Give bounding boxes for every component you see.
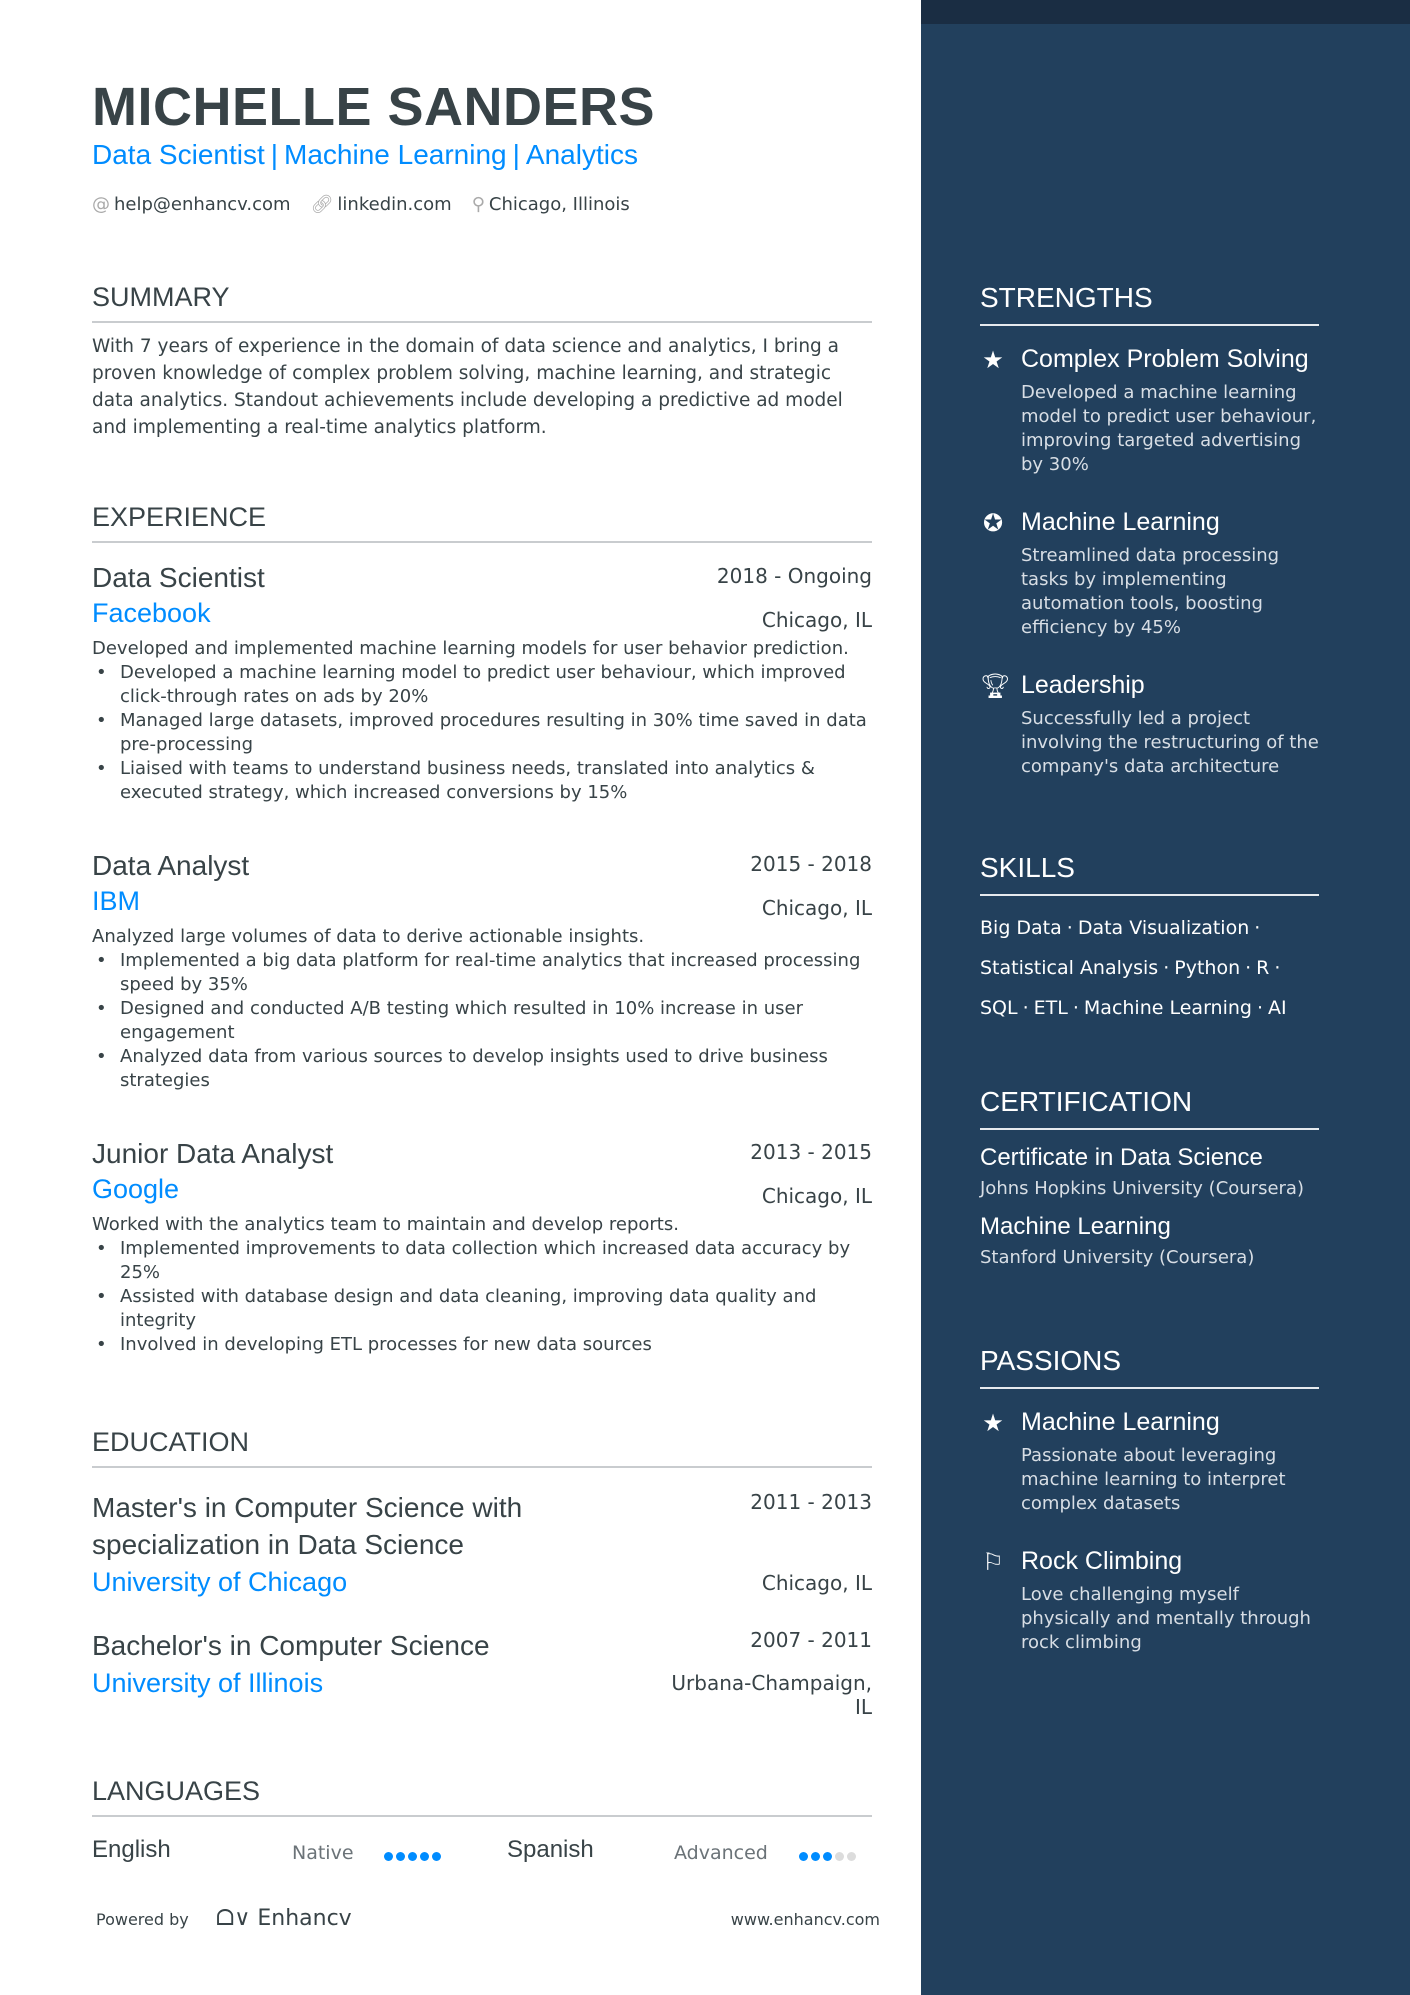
headline-title: Data Scientist bbox=[92, 139, 265, 170]
cert-org: Johns Hopkins University (Coursera) bbox=[980, 1178, 1304, 1199]
bullet-item: • Managed large datasets, improved procedures resulting in 30% time saved in data pre-processing bbox=[92, 709, 872, 757]
job-dates: 2015 - 2018 bbox=[750, 852, 872, 876]
skill-tag: Python bbox=[1174, 957, 1241, 979]
education-item bbox=[92, 1489, 872, 1609]
rating-dot bbox=[396, 1852, 405, 1861]
job-title: Data Scientist bbox=[92, 562, 265, 593]
section-heading: SUMMARY bbox=[92, 282, 872, 323]
certification-section bbox=[980, 1086, 1319, 1268]
cert-title: Certificate in Data Science bbox=[980, 1144, 1263, 1171]
rating-dots bbox=[384, 1846, 444, 1865]
bullet-list bbox=[92, 949, 872, 1093]
language-name: English bbox=[92, 1836, 171, 1863]
language-name: Spanish bbox=[507, 1836, 594, 1863]
job-entry bbox=[92, 850, 872, 1093]
job-title: Junior Data Analyst bbox=[92, 1138, 334, 1169]
bullet-item: • Designed and conducted A/B testing which resulted in 10% increase in user engagement bbox=[92, 997, 872, 1045]
strengths-section bbox=[980, 282, 1319, 779]
trophy-icon: 🏆︎ bbox=[980, 672, 1011, 700]
headline: Data Scientist | Machine Learning | Analytics bbox=[92, 139, 638, 170]
certification-item bbox=[980, 1144, 1319, 1199]
bullet-item: • Liaised with teams to understand business needs, translated into analytics & executed strategy, which increased conversions by 15% bbox=[92, 757, 872, 805]
section-heading: CERTIFICATION bbox=[980, 1086, 1319, 1130]
rating-dot bbox=[847, 1852, 856, 1861]
experience-section bbox=[92, 502, 872, 543]
company-name: IBM bbox=[92, 886, 141, 916]
item-title: Machine Learning bbox=[1021, 1408, 1220, 1436]
bullet-item: • Involved in developing ETL processes for new data sources bbox=[92, 1333, 872, 1357]
education-item bbox=[92, 1627, 872, 1727]
skill-tag: Statistical Analysis bbox=[980, 957, 1159, 979]
language-level: Advanced bbox=[674, 1842, 768, 1864]
award-icon: ✪ bbox=[982, 509, 1004, 537]
bullet-item: • Implemented a big data platform for real-time analytics that increased processing speed by 35% bbox=[92, 949, 872, 997]
rating-dot bbox=[408, 1852, 417, 1861]
bullet-list bbox=[92, 1237, 872, 1357]
job-description: Worked with the analytics team to maintain and develop reports. bbox=[92, 1214, 679, 1235]
skill-tag: ETL bbox=[1033, 997, 1068, 1019]
strengths-item bbox=[980, 507, 1319, 640]
job-description: Developed and implemented machine learning models for user behavior prediction. bbox=[92, 638, 849, 659]
job-dates: 2018 - Ongoing bbox=[716, 564, 872, 588]
rating-dot bbox=[811, 1852, 820, 1861]
job-dates: 2013 - 2015 bbox=[750, 1140, 872, 1164]
location-pin-icon: ⚲ bbox=[471, 194, 485, 215]
item-description: Love challenging myself physically and mentally through rock climbing bbox=[1021, 1584, 1311, 1653]
skill-tag: AI bbox=[1268, 997, 1287, 1019]
dates: 2011 - 2013 bbox=[750, 1490, 872, 1514]
school: University of Illinois bbox=[92, 1668, 324, 1698]
headline-title: Machine Learning bbox=[284, 139, 507, 170]
section-heading: LANGUAGES bbox=[92, 1776, 872, 1817]
degree: Bachelor's in Computer Science bbox=[92, 1630, 490, 1661]
rating-dot bbox=[420, 1852, 429, 1861]
skill-tag: Big Data bbox=[980, 917, 1062, 939]
item-title: Leadership bbox=[1021, 671, 1145, 699]
skills-list: Big Data · Data Visualization · Statistical Analysis · Python · R · SQL · ETL · Machine Learning · AI bbox=[980, 917, 1287, 1019]
job-title: Data Analyst bbox=[92, 850, 250, 881]
enhancv-logo[interactable]: ᗝ∨ Enhancv bbox=[216, 1906, 352, 1931]
passions-item bbox=[980, 1407, 1319, 1516]
languages-section bbox=[92, 1776, 872, 1817]
language-level: Native bbox=[292, 1842, 354, 1864]
education-section bbox=[92, 1427, 872, 1468]
logo-icon: ᗝ∨ bbox=[216, 1906, 258, 1931]
item-description: Streamlined data processing tasks by implementing automation tools, boosting efficiency by 45% bbox=[1021, 545, 1280, 638]
location: Chicago, Illinois bbox=[488, 194, 630, 215]
rating-dot bbox=[823, 1852, 832, 1861]
item-title: Machine Learning bbox=[1021, 508, 1220, 536]
linkedin-link[interactable]: linkedin.com bbox=[337, 194, 452, 215]
bullet-item: • Analyzed data from various sources to develop insights used to drive business strategies bbox=[92, 1045, 872, 1093]
section-heading: EDUCATION bbox=[92, 1427, 872, 1468]
skill-tag: Data Visualization bbox=[1077, 917, 1250, 939]
contact-info bbox=[92, 194, 630, 215]
cert-org: Stanford University (Coursera) bbox=[980, 1247, 1255, 1268]
location: Urbana-Champaign, IL bbox=[671, 1671, 872, 1719]
location: Chicago, IL bbox=[761, 1571, 872, 1595]
at-icon: @ bbox=[92, 194, 110, 215]
item-description: Passionate about leveraging machine learning to interpret complex datasets bbox=[1021, 1445, 1286, 1514]
skill-tag: SQL bbox=[980, 997, 1018, 1019]
link-icon: 🔗︎ bbox=[310, 194, 334, 215]
section-heading: SKILLS bbox=[980, 852, 1319, 896]
skill-tag: Machine Learning bbox=[1083, 997, 1252, 1019]
sidebar-top-band bbox=[921, 0, 1410, 24]
dates: 2007 - 2011 bbox=[750, 1628, 872, 1652]
item-title: Rock Climbing bbox=[1021, 1547, 1183, 1575]
job-location: Chicago, IL bbox=[761, 1184, 872, 1208]
summary-text: With 7 years of experience in the domain of data science and analytics, I bring a proven knowledge of complex problem solving, machine learning, and strategic data analytics. Standout achievements include developing a predictive ad model and implementing a real-time analytics platform. bbox=[92, 336, 843, 438]
passions-item bbox=[980, 1546, 1319, 1655]
bullet-list bbox=[92, 661, 872, 805]
bullet-item: • Developed a machine learning model to predict user behaviour, which improved click-through rates on ads by 20% bbox=[92, 661, 872, 709]
bullet-item: • Implemented improvements to data collection which increased data accuracy by 25% bbox=[92, 1237, 872, 1285]
section-heading: STRENGTHS bbox=[980, 282, 1319, 326]
item-description: Developed a machine learning model to predict user behaviour, improving targeted advertising by 30% bbox=[1021, 382, 1317, 475]
sidebar bbox=[921, 0, 1410, 1995]
job-location: Chicago, IL bbox=[761, 608, 872, 632]
website-link[interactable]: www.enhancv.com bbox=[730, 1910, 880, 1929]
skill-tag: R bbox=[1256, 957, 1270, 979]
footer bbox=[92, 1906, 880, 1936]
email-link[interactable]: help@enhancv.com bbox=[114, 194, 291, 215]
rating-dots bbox=[799, 1846, 859, 1865]
job-entry bbox=[92, 1138, 872, 1357]
passions-section bbox=[980, 1345, 1319, 1655]
candidate-name: MICHELLE SANDERS bbox=[92, 77, 656, 137]
cert-title: Machine Learning bbox=[980, 1213, 1171, 1240]
job-location: Chicago, IL bbox=[761, 896, 872, 920]
job-description: Analyzed large volumes of data to derive actionable insights. bbox=[92, 926, 645, 947]
rating-dot bbox=[432, 1852, 441, 1861]
strengths-item bbox=[980, 670, 1319, 779]
rating-dot bbox=[799, 1852, 808, 1861]
section-heading: EXPERIENCE bbox=[92, 502, 872, 543]
star-icon: ★ bbox=[982, 346, 1004, 374]
item-title: Complex Problem Solving bbox=[1021, 345, 1309, 373]
school: University of Chicago bbox=[92, 1567, 348, 1597]
skills-section bbox=[980, 852, 1319, 1028]
strengths-item bbox=[980, 344, 1319, 477]
bullet-item: • Assisted with database design and data cleaning, improving data quality and integrity bbox=[92, 1285, 872, 1333]
languages-list bbox=[92, 1836, 872, 1868]
certification-item bbox=[980, 1213, 1319, 1268]
job-entry bbox=[92, 562, 872, 805]
rating-dot bbox=[835, 1852, 844, 1861]
flag-icon: ⚐ bbox=[982, 1548, 1004, 1576]
item-description: Successfully led a project involving the restructuring of the company's data architecture bbox=[1021, 708, 1319, 777]
section-heading: PASSIONS bbox=[980, 1345, 1319, 1389]
company-name: Google bbox=[92, 1174, 180, 1204]
headline-title: Analytics bbox=[525, 139, 638, 170]
summary-section bbox=[92, 282, 872, 441]
company-name: Facebook bbox=[92, 598, 211, 628]
rating-dot bbox=[384, 1852, 393, 1861]
degree: Master's in Computer Science with specialization in Data Science bbox=[92, 1492, 523, 1560]
star-icon: ★ bbox=[982, 1409, 1004, 1437]
powered-by: Powered by bbox=[96, 1910, 189, 1929]
